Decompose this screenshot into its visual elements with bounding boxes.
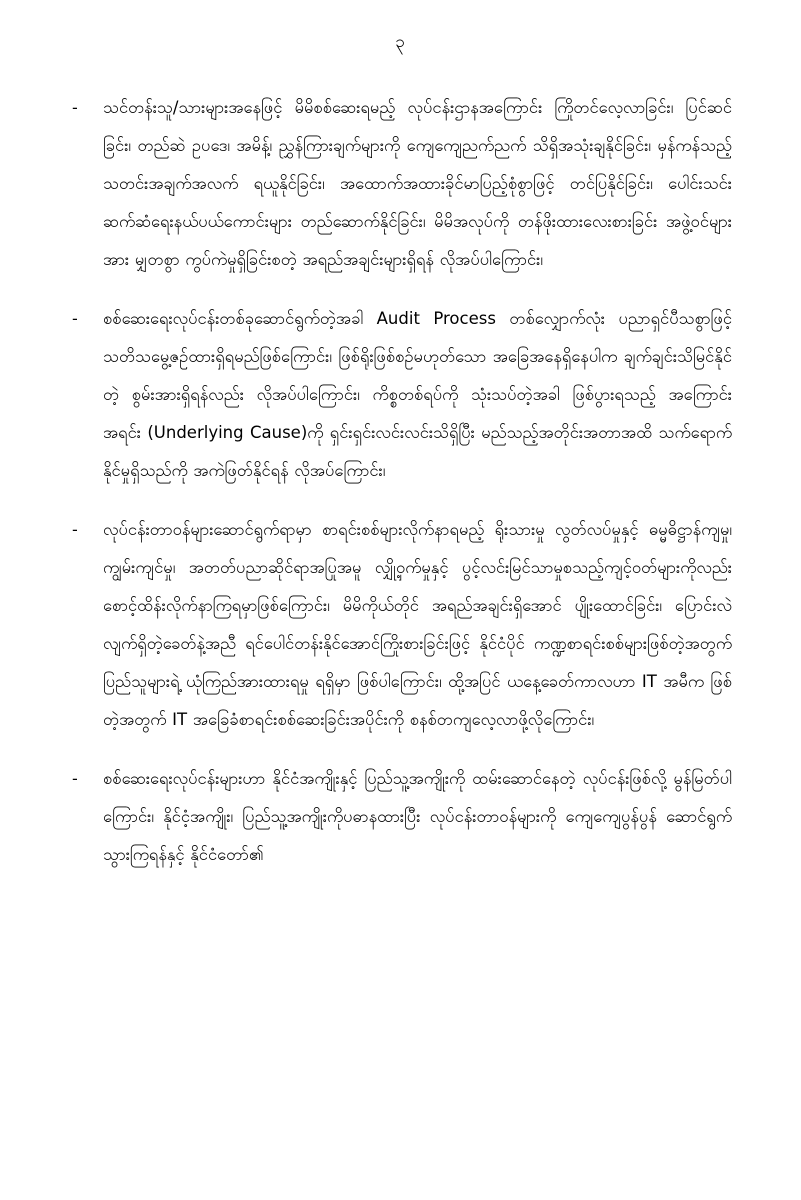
page-number: ၃ — [395, 32, 406, 52]
paragraph — [69, 760, 732, 874]
bullet-marker: - — [72, 769, 78, 788]
paragraph-text: စစ်ဆေးရေးလုပ်ငန်းတစ်ခုဆောင်ရွက်တဲ့အခါ Audit Process တစ်လျှောက်လုံး ပညာရှင်ပီသစွာဖြင့် သတိသမွေ့ဇဉ်ထားရှိရမည်ဖြစ်ကြောင်း၊ ဖြစ်ရိုးဖြစ်စဉ်မဟုတ်သော အခြေအနေရှိနေပါက ချက်ချင်းသိမြင်နိုင်တဲ့ စွမ်းအားရှိရန်လည်း လိုအပ်ပါကြောင်း၊ ကိစ္စတစ်ရပ်ကို သုံးသပ်တဲ့အခါ ဖြစ်ပွားရသည့် အကြောင်း အရင်း (Underlying Cause)ကို ရှင်းရှင်းလင်းလင်းသိရှိပြီး မည်သည့်အတိုင်းအတာအထိ သက်ရောက်နိုင်မှုရှိသည်ကို အကဲဖြတ်နိုင်ရန် လိုအပ်ကြောင်း၊ — [103, 309, 732, 480]
paragraph-text: စစ်ဆေးရေးလုပ်ငန်းများဟာ နိုင်ငံအကျိုးနှင့် ပြည်သူ့အကျိုးကို ထမ်းဆောင်နေတဲ့ လုပ်ငန်းဖြစ်လို့ မွန်မြတ်ပါကြောင်း၊ နိုင်ငံ့အကျိုး၊ ပြည်သူ့အကျိုးကိုပဓာနထားပြီး လုပ်ငန်းတာဝန်များကို ကျေကျေပွန်ပွန် ဆောင်ရွက်သွားကြရန်နှင့် နိုင်ငံတော်၏ — [103, 769, 732, 864]
document-body — [69, 51, 732, 874]
bullet-marker: - — [72, 98, 78, 117]
paragraph — [69, 89, 732, 279]
bullet-marker: - — [72, 309, 78, 328]
paragraph-text: လုပ်ငန်းတာဝန်များဆောင်ရွက်ရာမှာ စာရင်းစစ်များလိုက်နာရမည့် ရိုးသားမှု လွတ်လပ်မှုနှင့် ဓမ္မဓိဋ္ဌာန်ကျမှု၊ ကျွမ်းကျင်မှု၊ အတတ်ပညာဆိုင်ရာအပြုအမူ လျှို့ဝှက်မှုနှင့် ပွင့်လင်းမြင်သာမှုစသည့်ကျင့်ဝတ်များကိုလည်း စောင့်ထိန်းလိုက်နာကြရမှာဖြစ်ကြောင်း၊ မိမိကိုယ်တိုင် အရည်အချင်းရှိအောင် ပျိုးထောင်ခြင်း၊ ပြောင်းလဲလျက်ရှိတဲ့ခေတ်နဲ့အညီ ရင်ပေါင်တန်းနိုင်အောင်ကြိုးစားခြင်းဖြင့် နိုင်ငံပိုင် ကဏ္ဍစာရင်းစစ်များဖြစ်တဲ့အတွက် ပြည်သူများရဲ့ ယုံကြည်အားထားရမှု ရရှိမှာ ဖြစ်ပါကြောင်း၊ ထို့အပြင် ယနေ့ခေတ်ကာလဟာ IT အမီက ဖြစ်တဲ့အတွက် IT အခြေခံစာရင်းစစ်ဆေးခြင်းအပိုင်းကို စနစ်တကျလေ့လာဖို့လိုကြောင်း၊ — [103, 520, 732, 729]
paragraph-text: သင်တန်းသူ/သားများအနေဖြင့် မိမိစစ်ဆေးရမည့် လုပ်ငန်းဌာနအကြောင်း ကြိုတင်လေ့လာခြင်း၊ ပြင်ဆင်ခြင်း၊ တည်ဆဲ ဥပဒေ၊ အမိန့်၊ ညွှန်ကြားချက်များကို ကျေကျေညက်ညက် သိရှိအသုံးချနိုင်ခြင်း၊ မှန်ကန်သည့် သတင်းအချက်အလက် ရယူနိုင်ခြင်း၊ အထောက်အထားခိုင်မာပြည့်စုံစွာဖြင့် တင်ပြနိုင်ခြင်း၊ ပေါင်းသင်းဆက်ဆံရေးနယ်ပယ်ကောင်းများ တည်ဆောက်နိုင်ခြင်း၊ မိမိအလုပ်ကို တန်ဖိုးထားလေးစားခြင်း အဖွဲ့ဝင်များအား မျှတစွာ ကွပ်ကဲမှုရှိခြင်းစတဲ့ အရည်အချင်းများရှိရန် လိုအပ်ပါကြောင်း၊ — [103, 98, 732, 269]
paragraph — [69, 300, 732, 490]
bullet-marker: - — [72, 520, 78, 539]
paragraph — [69, 511, 732, 739]
